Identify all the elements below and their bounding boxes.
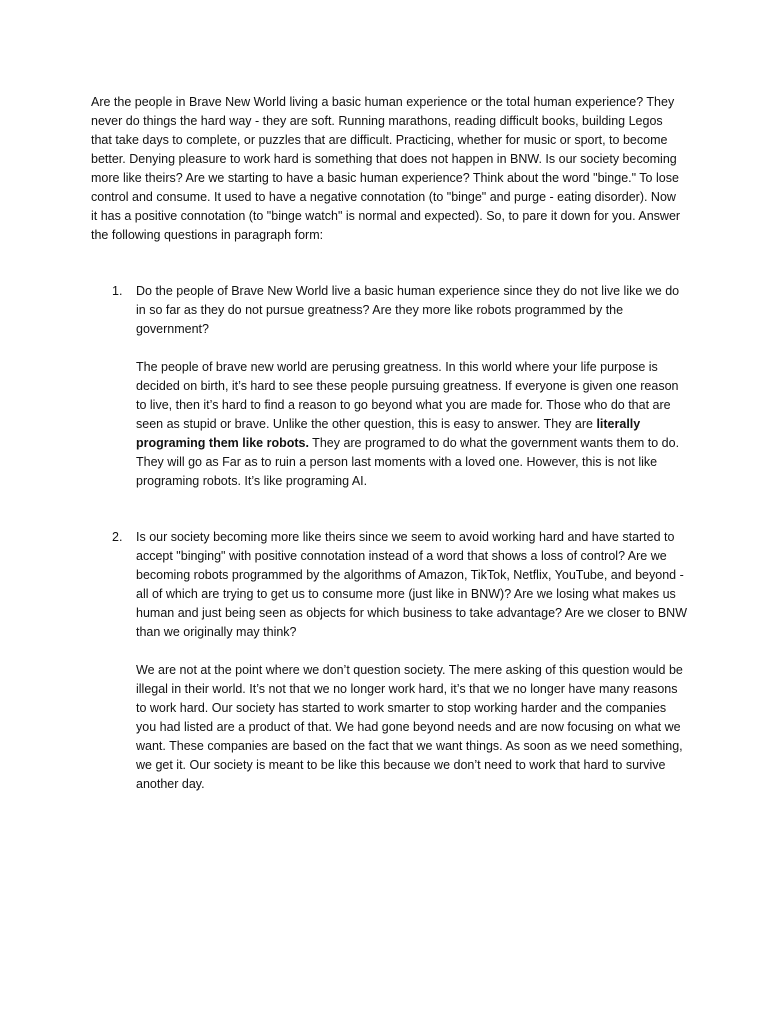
answer-text: They are programed to do what the government wants them to do. They will go as Far as to ruin a person last moments with a loved one. However, this is not like programing robots. It’s like programing AI.	[136, 436, 680, 488]
question-body	[136, 282, 687, 491]
question-body	[136, 528, 687, 794]
answer-text: The people of brave new world are perusing greatness. In this world where your life purpose is decided on birth, it’s hard to see these people pursuing greatness. If everyone is given one reason to live, then it’s hard to find a reason to go beyond what you are made for. Those who do that are seen as stupid or brave. Unlike the other question, this is easy to answer. They are	[136, 360, 679, 431]
question-item	[91, 282, 687, 491]
question-number: 2.	[112, 530, 123, 544]
answer-paragraph: We are not at the point where we don’t question society. The mere asking of this question would be illegal in their world. It’s not that we no longer work hard, it’s that we no longer have many reasons to work hard. Our society has started to work smarter to stop working harder and the companies you had listed are a product of that. We had gone beyond needs and are now focusing on what we want. These companies are based on the fact that we want things. As soon as we need something, we get it. Our society is meant to be like this because we don’t need to work that hard to survive another day.	[136, 663, 683, 791]
question-number: 1.	[112, 284, 123, 298]
question-text: Is our society becoming more like theirs since we seem to avoid working hard and have started to accept "binging" with positive connotation instead of a word that shows a loss of control? Are we becoming robots programmed by the algorithms of Amazon, TikTok, Netflix, YouTube, and beyond - all of which are trying to get us to consume more (just like in BNW)? Are we losing what makes us human and just being seen as objects for which business to take advantage? Are we closer to BNW than we originally may think?	[136, 530, 688, 639]
question-item	[91, 528, 687, 794]
answer-paragraph	[136, 358, 687, 491]
question-text: Do the people of Brave New World live a basic human experience since they do not live like we do in so far as they do not pursue greatness? Are they more like robots programmed by the government?	[136, 284, 680, 336]
answer-bold-text: literally programing them like robots.	[136, 417, 641, 450]
intro-paragraph: Are the people in Brave New World living a basic human experience or the total human experience? They never do things the hard way - they are soft. Running marathons, reading difficult books, building Legos that take days to complete, or puzzles that are difficult. Practicing, whether for music or sport, to become better. Denying pleasure to work hard is something that does not happen in BNW. Is our society becoming more like theirs? Are we starting to have a basic human experience? Think about the word "binge." To lose control and consume. It used to have a negative connotation (to "binge" and purge - eating disorder). Now it has a positive connotation (to "binge watch" is normal and expected). So, to pare it down for you. Answer the following questions in paragraph form:	[91, 95, 681, 242]
